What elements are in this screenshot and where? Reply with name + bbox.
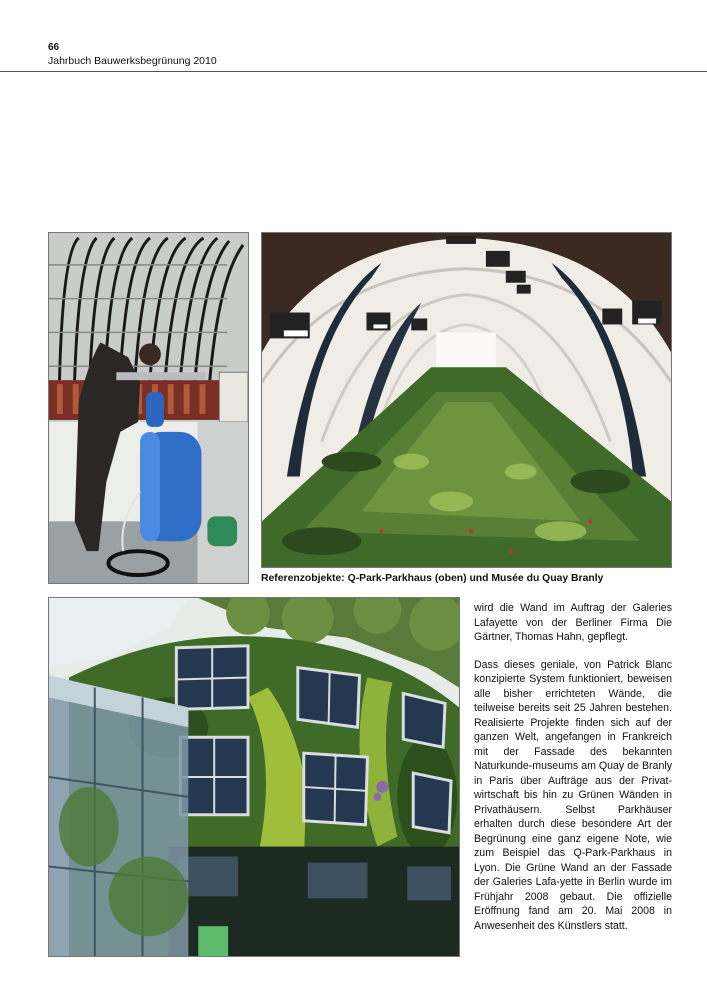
photo-irrigation-system — [48, 232, 249, 584]
figure-caption: Referenzobjekte: Q-Park-Parkhaus (oben) und Musée du Quay Branly — [261, 573, 604, 584]
header-rule — [0, 71, 707, 72]
paragraph: wird die Wand im Auftrag der Galeries Lafayette von der Berliner Firma Die Gärtner, Thomas Hahn, gepflegt. — [474, 602, 672, 643]
page-number: 66 — [48, 42, 60, 53]
running-title: Jahrbuch Bauwerksbegrünung 2010 — [48, 55, 217, 67]
photo-qpark-garage — [261, 232, 672, 568]
photo-quai-branly-facade — [48, 597, 460, 957]
body-text-column — [474, 601, 672, 933]
paragraph: Dass dieses geniale, von Patrick Blanc konzipierte System funktioniert, beweisen alle bisher errichteten Wände, die teilweise bereits seit 25 Jahren bestehen. Realisierte Projekte finden sich auf der ganzen Welt, angefangen in Frankreich mit der Fassade des bekannten Naturkunde-museums am Quay de Branly in Paris über Aufträge aus der Privat-wirtschaft bis hin zu Grünen Wänden in Privathäusern. Selbst Parkhäuser erhalten durch diese besondere Art der Begrünung eine ganz eigene Note, wie zum Beispiel das Q-Park-Parkhaus in Lyon. Die Grüne Wand an der Fassade der Galeries Lafa-yette in Berlin wurde im Frühjahr 2008 gebaut. Die offizielle Eröffnung fand am 20. Mai 2008 in Anwesenheit des Künstlers statt. — [474, 658, 672, 932]
